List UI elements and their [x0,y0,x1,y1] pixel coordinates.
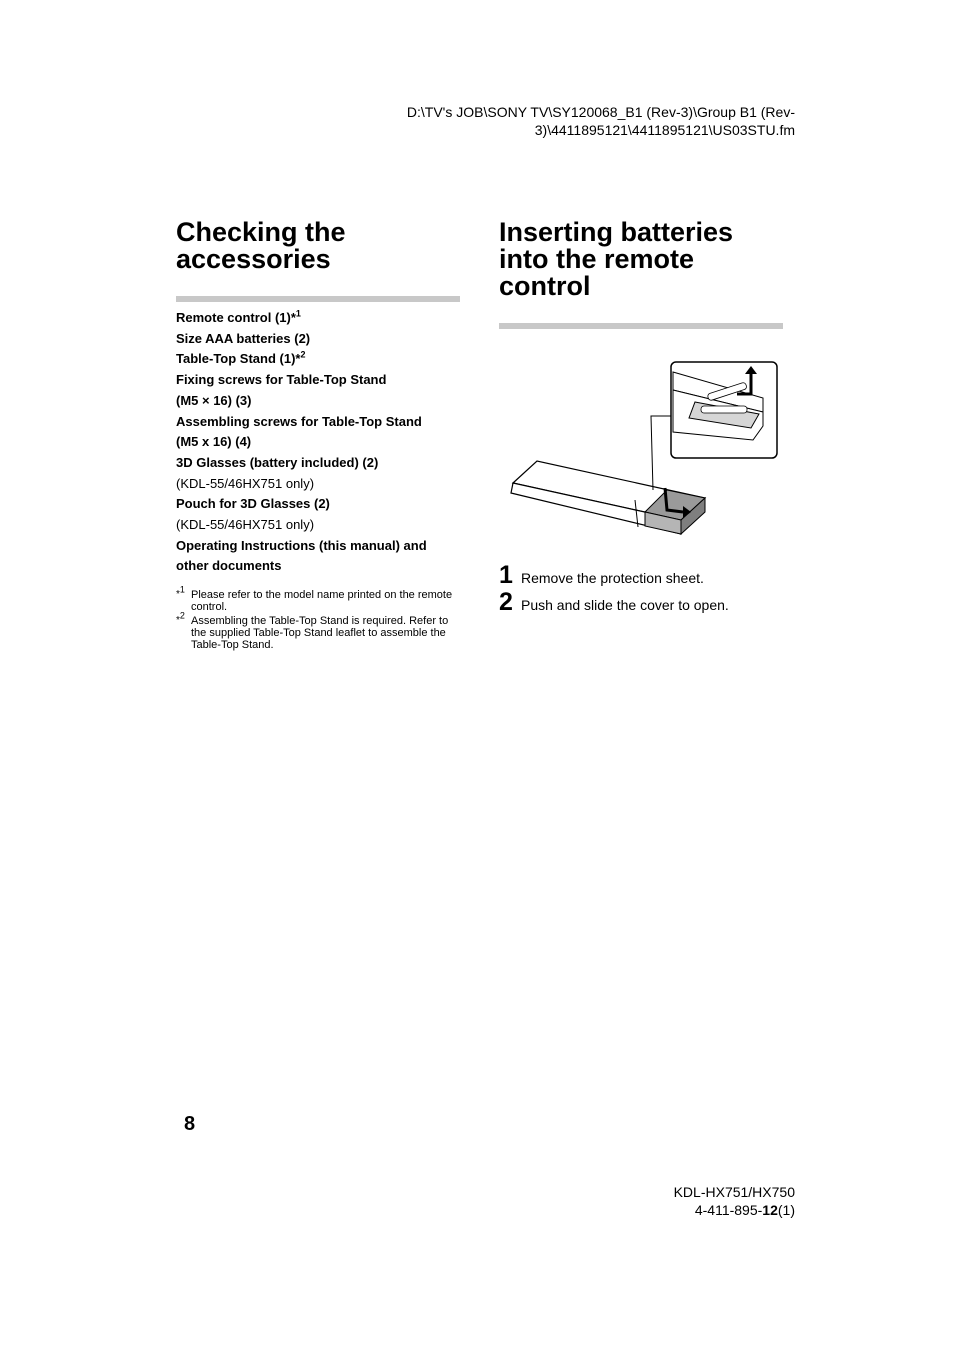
batteries-heading-line-2: into the remote [499,244,695,274]
accessory-item [176,494,466,515]
remote-battery-illustration [505,360,785,555]
footnote-marker [176,584,185,601]
step-item [499,561,729,588]
footnote-asterisk: * [176,589,180,600]
batteries-heading-rule [499,323,783,329]
footnote-text: Assembling the Table-Top Stand is required. Refer to the supplied Table-Top Stand leaflet to assemble the Table-Top Stand. [191,615,449,651]
step-number: 1 [499,561,513,589]
model-code-revision: 12 [762,1202,778,1218]
footnote-number: 1 [179,584,185,595]
accessory-item [176,391,466,412]
accessories-heading-rule [176,296,460,302]
accessory-item [176,556,466,577]
accessories-heading [176,219,346,273]
footnotes [176,584,461,653]
accessory-item-text: Operating Instructions (this manual) and [176,537,427,553]
accessory-item-text: Assembling screws for Table-Top Stand [176,413,422,429]
footnote-marker [176,610,185,627]
step-item [499,588,729,615]
accessory-item [176,536,466,557]
accessory-item-text: Size AAA batteries (2) [176,330,311,346]
file-path-header [407,103,795,139]
page-number: 8 [184,1113,196,1135]
batteries-heading-line-1: Inserting batteries [499,217,734,247]
step-text: Remove the protection sheet. [521,570,704,586]
accessory-item-text: other documents [176,558,282,574]
model-name: KDL-HX751/HX750 [673,1184,795,1200]
accessory-item-text: Fixing screws for Table-Top Stand [176,372,387,388]
accessory-item-text: Pouch for 3D Glasses (2) [176,496,330,512]
accessory-item [176,453,466,474]
accessories-heading-line-1: Checking the [176,217,346,247]
step-text: Push and slide the cover to open. [521,597,729,613]
file-path-line-1: D:\TV's JOB\SONY TV\SY120068_B1 (Rev-3)\Group B1 (Rev- [406,104,795,120]
accessory-item-text: (KDL-55/46HX751 only) [176,475,315,491]
accessory-item-text: 3D Glasses (battery included) (2) [176,454,379,470]
accessories-heading-line-2: accessories [176,244,331,274]
file-path-line-2: 3)\4411895121\4411895121\US03STU.fm [534,122,795,138]
footnote-reference: 1 [295,308,301,319]
accessory-item [176,432,466,453]
accessory-item-text: (KDL-55/46HX751 only) [176,517,315,533]
accessory-item [176,370,466,391]
accessories-list [176,308,466,577]
footnote [176,584,461,613]
accessory-item-text: (M5 x 16) (4) [176,434,252,450]
batteries-heading-line-3: control [499,271,591,301]
accessory-item-text: Remote control (1)* [176,310,296,325]
accessory-item [176,308,466,329]
footnote-reference: 2 [300,350,306,361]
accessory-item [176,474,466,495]
steps [499,561,729,615]
accessory-item [176,412,466,433]
footnote-number: 2 [179,610,185,621]
model-code-suffix: (1) [777,1202,795,1218]
model-code [674,1201,795,1219]
accessory-item [176,349,466,370]
accessory-item-text: (M5 × 16) (3) [176,392,252,408]
model-info [674,1183,795,1219]
step-number: 2 [499,588,513,616]
footnote [176,610,461,651]
accessory-item-text: Table-Top Stand (1)* [176,351,301,367]
model-code-prefix: 4-411-895- [694,1202,763,1218]
batteries-heading [499,219,733,300]
accessory-item [176,329,466,350]
footnote-text: Please refer to the model name printed on the remote control. [191,589,453,613]
footnote-asterisk: * [176,615,180,626]
accessory-item [176,515,466,536]
